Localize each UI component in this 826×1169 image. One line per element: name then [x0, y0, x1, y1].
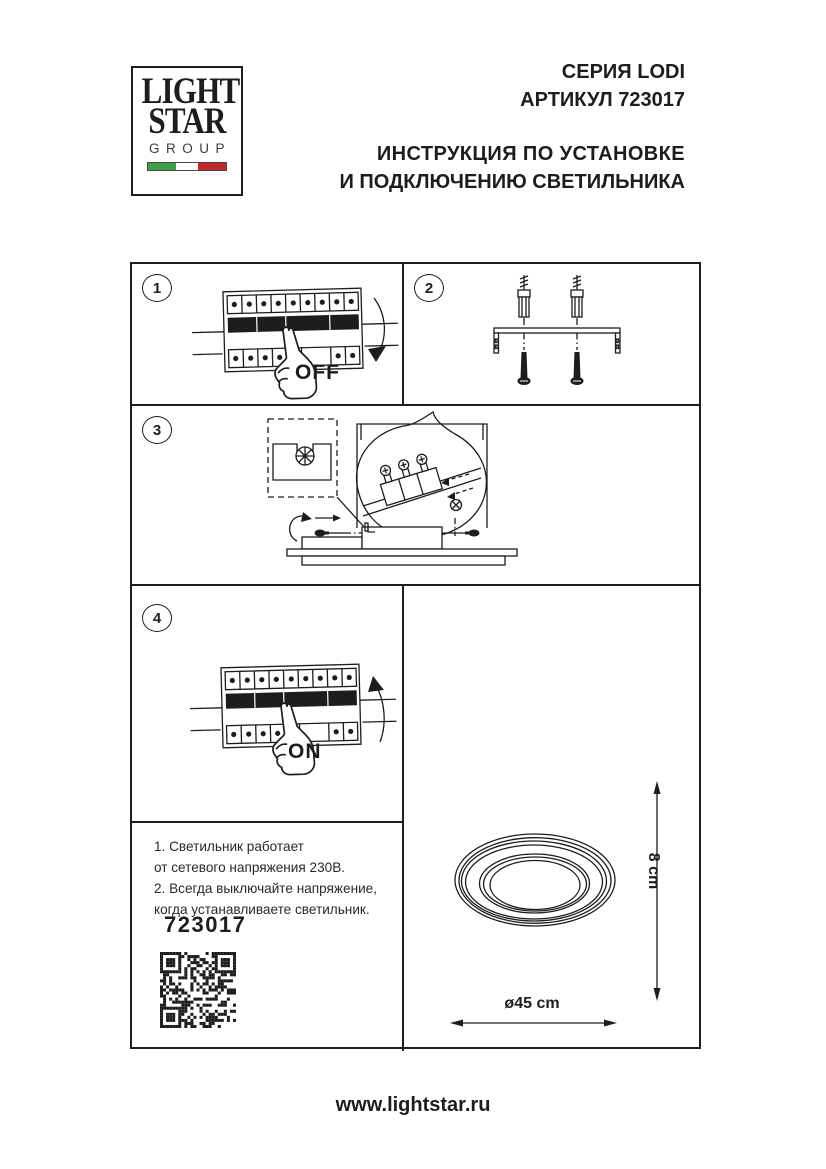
- article-label: АРТИКУЛ 723017: [520, 89, 685, 111]
- step-2-badge: [414, 274, 444, 302]
- height-dimension-label: 8 cm: [645, 852, 662, 890]
- italian-flag-bar: [147, 162, 227, 171]
- grid-divider: [402, 264, 404, 404]
- flag-white-segment: [176, 163, 198, 170]
- note-line: 2. Всегда выключайте напряжение,: [154, 881, 378, 896]
- wall-anchor-icon: [518, 275, 583, 317]
- header: [280, 58, 685, 196]
- instruction-title-line2: И ПОДКЛЮЧЕНИЮ СВЕТИЛЬНИКА: [339, 171, 685, 193]
- on-label: ON: [288, 740, 322, 763]
- lightstar-logo: [131, 66, 243, 196]
- note-line: 1. Светильник работает: [154, 839, 304, 854]
- grid-divider: [132, 821, 402, 823]
- safety-notes: [154, 836, 396, 920]
- step-1-number: 1: [152, 279, 162, 297]
- anchors-bracket-screws-diagram: [482, 272, 632, 400]
- diameter-dimension-arrow: [450, 1020, 617, 1027]
- lamp-dimensions-diagram: [404, 585, 701, 1050]
- arrow-down-icon: [368, 298, 386, 362]
- terminal-block-icon: [375, 451, 442, 505]
- logo-group-text: GROUP: [148, 141, 231, 156]
- series-label: СЕРИЯ LODI: [561, 61, 685, 83]
- footer-url: www.lightstar.ru: [335, 1094, 491, 1116]
- side-screw-icon: [442, 530, 480, 537]
- ceiling-lamp-drawing: [455, 834, 615, 926]
- circuit-breaker-on-diagram: [188, 648, 400, 798]
- note-line: от сетевого напряжения 230В.: [154, 860, 346, 875]
- flag-red-segment: [198, 163, 226, 170]
- step-1-badge: [142, 274, 172, 302]
- terminal-block-callout: [357, 412, 487, 538]
- logo-star-text: STAR: [148, 101, 226, 142]
- screw-icon: [518, 352, 584, 385]
- article-number: 723017: [164, 912, 247, 937]
- step-2-number: 2: [424, 279, 434, 297]
- arrow-up-icon: [368, 676, 384, 742]
- instruction-grid: [130, 262, 701, 1049]
- circuit-breaker-off-diagram: [190, 272, 402, 422]
- note-line: когда устанавливаете светильник.: [154, 902, 370, 917]
- lamp-base-side-view: [287, 523, 517, 565]
- wiring-detail-diagram: [257, 410, 557, 585]
- instruction-title-line1: ИНСТРУКЦИЯ ПО УСТАНОВКЕ: [376, 143, 685, 165]
- step-3-badge: [142, 416, 172, 444]
- flag-green-segment: [148, 163, 176, 170]
- off-label: OFF: [295, 361, 340, 384]
- step-3-number: 3: [152, 421, 162, 439]
- step-4-number: 4: [152, 609, 162, 627]
- step-4-badge: [142, 604, 172, 632]
- side-screw-icon: [315, 530, 363, 537]
- diameter-dimension-label: ø45 cm: [504, 995, 560, 1012]
- qr-code: [160, 952, 236, 1028]
- logo-light-text: LIGHT: [141, 71, 240, 112]
- mounting-bracket-icon: [494, 328, 620, 353]
